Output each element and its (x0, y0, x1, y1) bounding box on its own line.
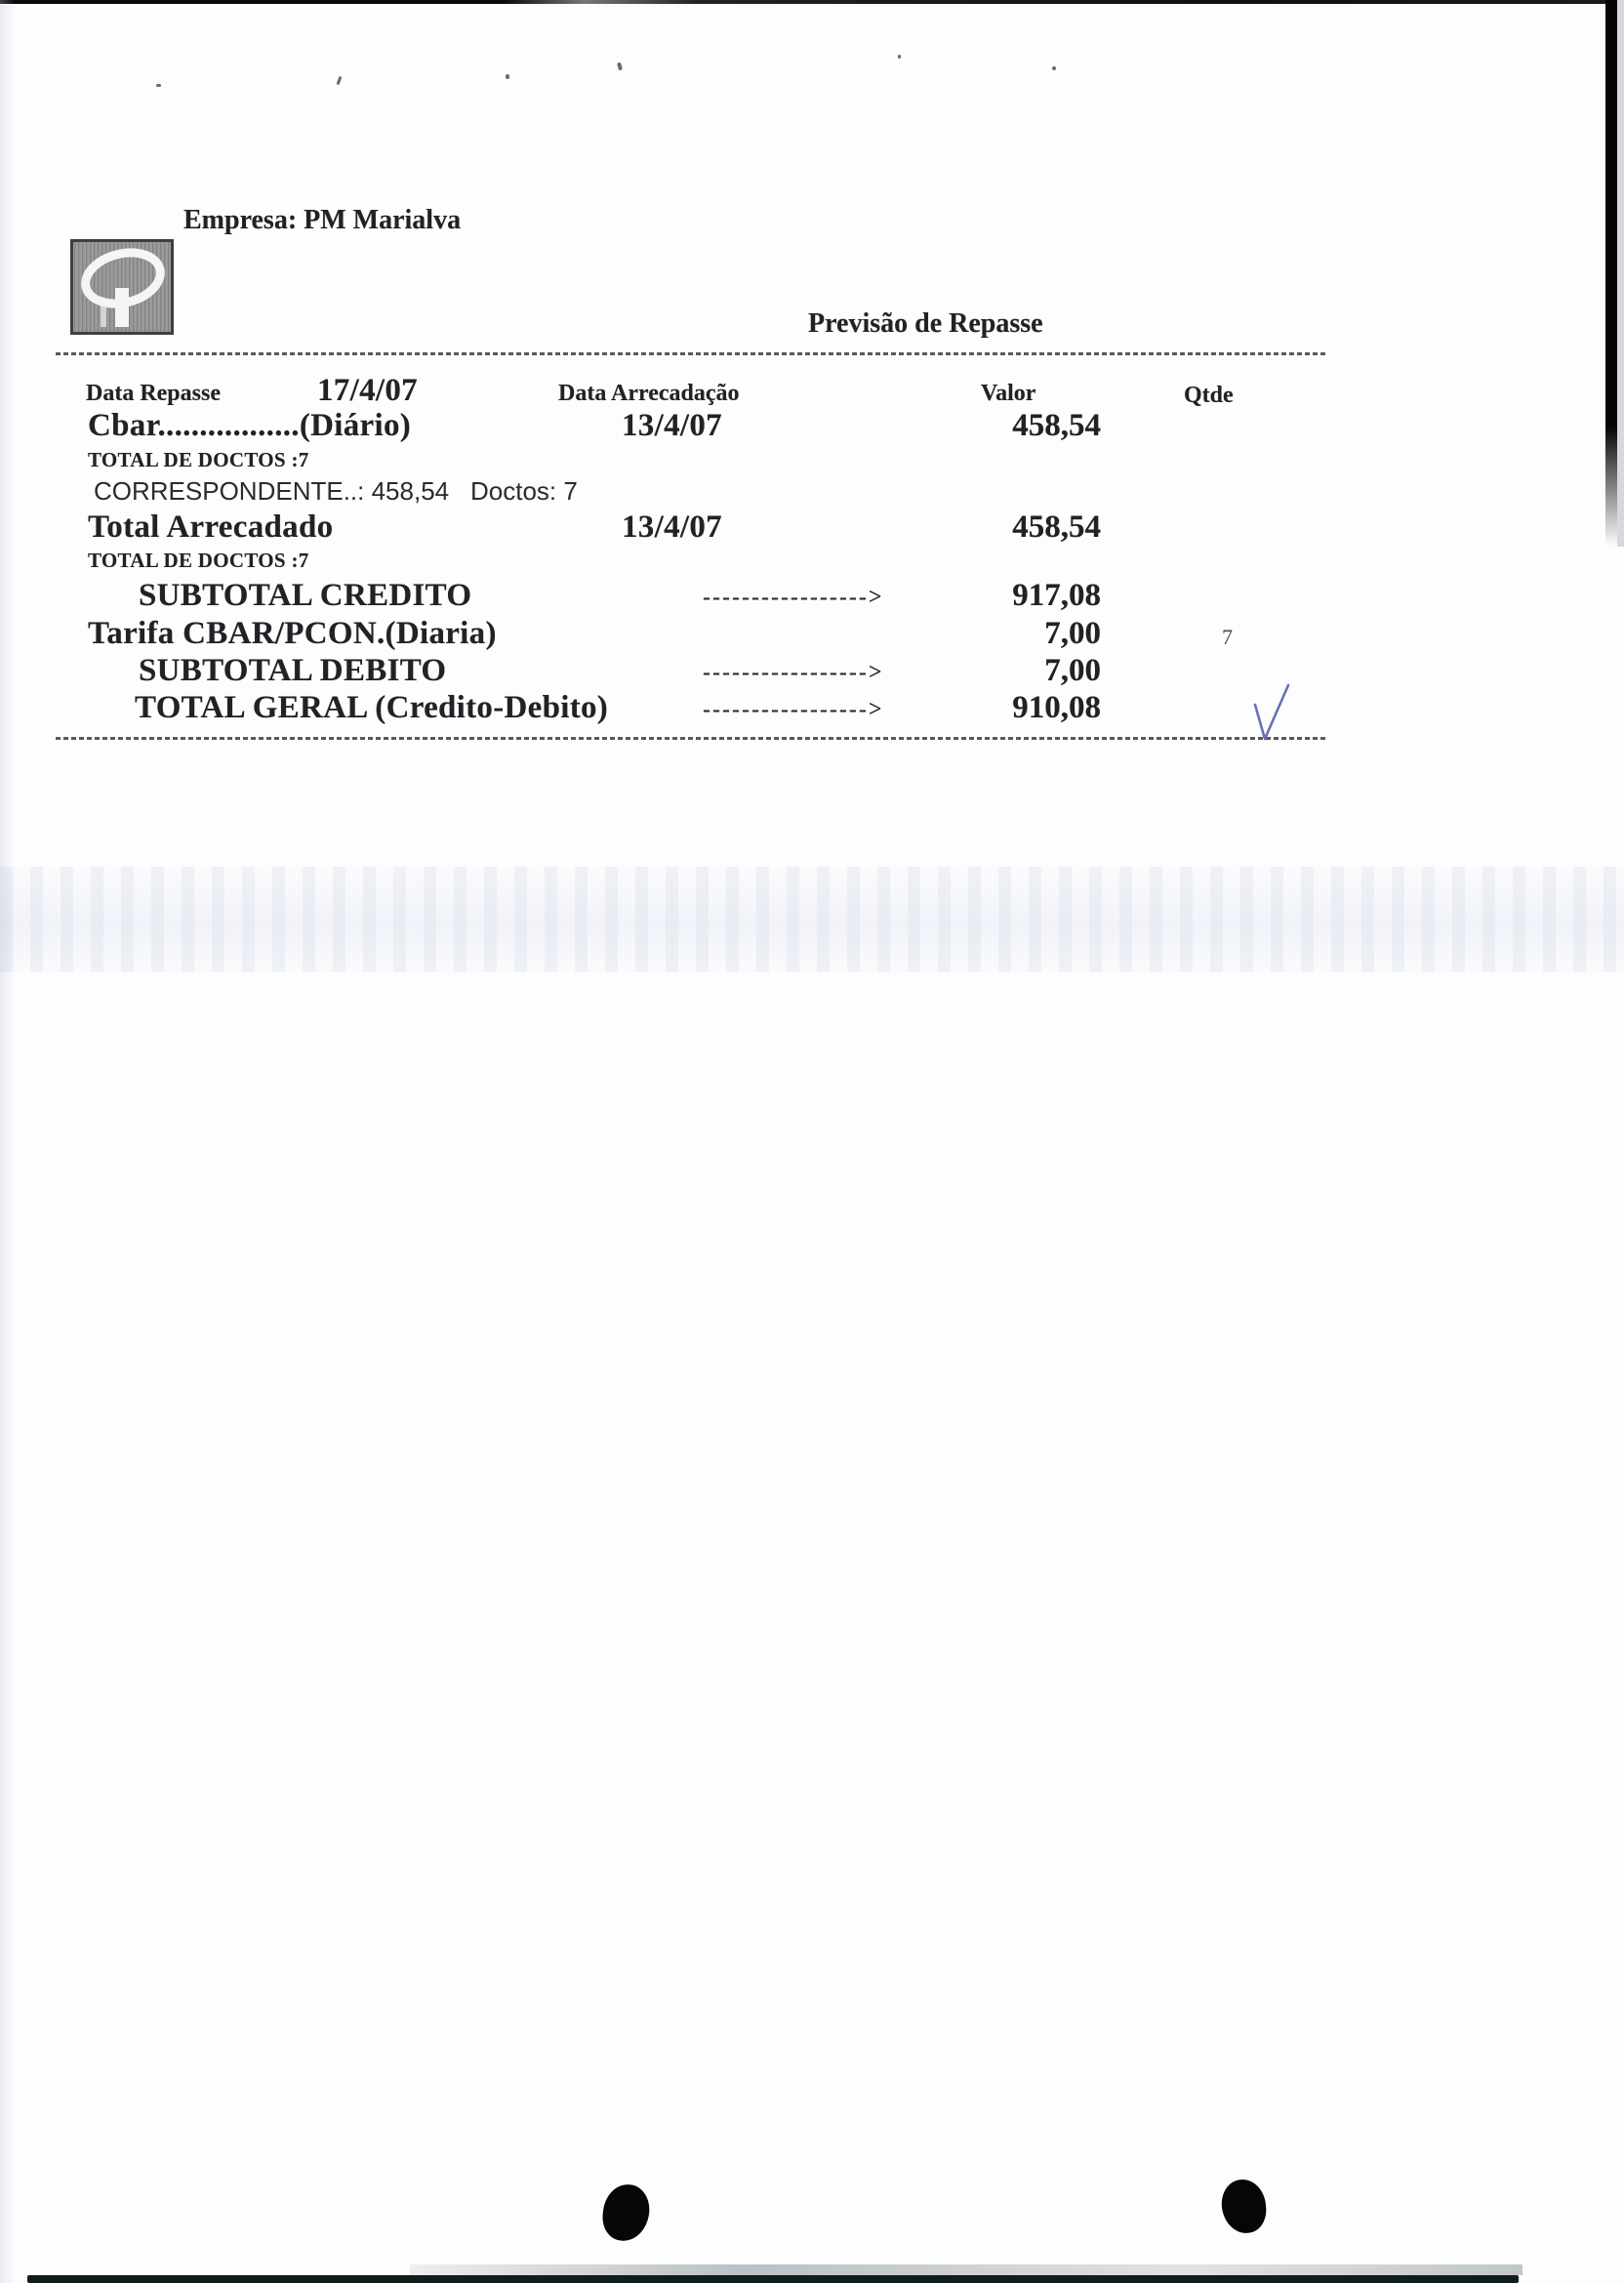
row-tarifa-value: 7,00 (1044, 616, 1101, 651)
row-subtotal-credito-label: SUBTOTAL CREDITO (139, 578, 472, 613)
col-header-qtde: Qtde (1184, 383, 1234, 408)
correspondente-line: CORRESPONDENTE..: 458,54 (94, 476, 450, 506)
pen-checkmark-icon (1245, 674, 1296, 753)
row-tarifa-label: Tarifa CBAR/PCON.(Diaria) (88, 616, 497, 651)
row-cbar-label: Cbar.................(Diário) (88, 408, 412, 443)
row-subtotal-debito-value: 7,00 (1044, 653, 1101, 688)
row-total-geral-label: TOTAL GERAL (Credito-Debito) (135, 690, 609, 725)
dust-speck (1052, 66, 1056, 70)
repasse-date: 17/4/07 (317, 373, 418, 408)
col-header-data-repasse: Data Repasse (86, 381, 221, 406)
divider-top (56, 352, 1327, 355)
row-cbar-date: 13/4/07 (622, 408, 722, 443)
company-label: Empresa: PM Marialva (183, 205, 462, 235)
bank-logo (70, 239, 174, 335)
dust-speck (898, 55, 901, 59)
scan-top-edge (0, 0, 1624, 4)
dust-speck (337, 76, 343, 85)
correspondente-doctos: Doctos: 7 (470, 476, 578, 506)
scan-right-margin (1617, 0, 1624, 547)
row-cbar-value: 458,54 (1012, 408, 1101, 443)
row-tarifa-qty: 7 (1222, 625, 1233, 649)
document-title: Previsão de Repasse (808, 308, 1043, 339)
dust-speck (506, 74, 509, 79)
scan-left-tint (0, 0, 16, 2283)
scan-right-edge (1605, 0, 1617, 547)
arrow-subtotal-credito: -----------------> (703, 585, 884, 610)
scan-bottom-edge (27, 2275, 1519, 2283)
row-total-arrecadado-value: 458,54 (1012, 510, 1101, 545)
col-header-valor: Valor (981, 381, 1036, 406)
row-total-geral-value: 910,08 (1012, 690, 1101, 725)
dust-speck (617, 62, 623, 71)
scan-bottom-smudge (410, 2264, 1522, 2275)
row-cbar-total-doctos: TOTAL DE DOCTOS :7 (88, 448, 309, 471)
hole-punch-left (600, 2181, 653, 2243)
row-subtotal-credito-value: 917,08 (1012, 578, 1101, 613)
divider-bottom (56, 737, 1327, 740)
scan-smudge-band (0, 867, 1624, 972)
row-total-arrecadado-doctos: TOTAL DE DOCTOS :7 (88, 549, 309, 572)
arrow-total-geral: -----------------> (703, 697, 884, 722)
hole-punch-right (1220, 2178, 1269, 2235)
col-header-data-arrecadacao: Data Arrecadação (558, 381, 740, 406)
row-subtotal-debito-label: SUBTOTAL DEBITO (139, 653, 447, 688)
arrow-subtotal-debito: -----------------> (703, 660, 884, 685)
dust-speck (156, 84, 161, 87)
row-total-arrecadado-label: Total Arrecadado (88, 510, 334, 545)
row-total-arrecadado-date: 13/4/07 (622, 510, 722, 545)
